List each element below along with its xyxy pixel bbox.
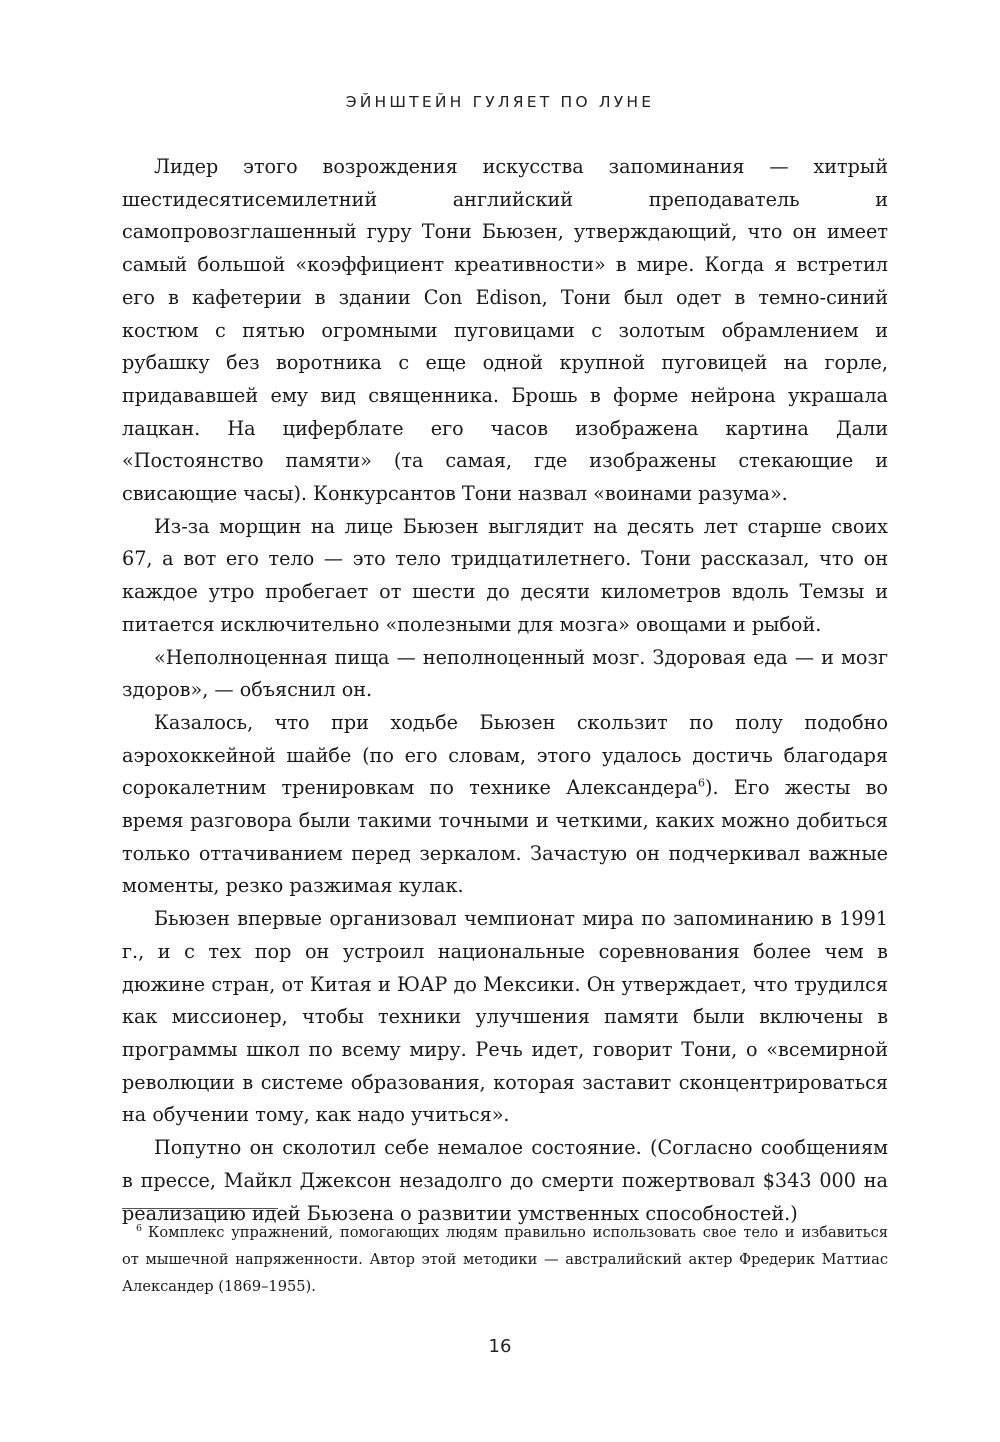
page-number: 16 bbox=[488, 1336, 512, 1357]
footnote-marker: 6 bbox=[136, 1223, 143, 1235]
footnote-reference[interactable]: 6 bbox=[698, 776, 706, 790]
main-text bbox=[122, 151, 888, 1230]
paragraph: «Неполноценная пища — неполноценный мозг. Здоровая еда — и мозг здоров», — объяснил он. bbox=[122, 645, 888, 702]
footnote-divider bbox=[122, 1208, 278, 1209]
paragraph-with-footnote-ref bbox=[122, 707, 888, 903]
footnote bbox=[122, 1219, 888, 1300]
paragraph-text-before-ref: Казалось, что при ходьбе Бьюзен скользит по полу подобно аэрохоккейной шайбе (по его словам, этого удалось достичь благодаря сорокалетним тренировкам по технике Александера bbox=[122, 710, 888, 800]
running-head: ЭЙНШТЕЙН ГУЛЯЕТ ПО ЛУНЕ bbox=[345, 93, 655, 111]
footnote-text: Комплекс упражнений, помогающих людям правильно использовать свое тело и избавиться от мышечной напряженности. Автор этой методики — австралийский актер Фредерик Маттиас Александер (1869–1955). bbox=[122, 1224, 888, 1295]
paragraph: Бьюзен впервые организовал чемпионат мира по запоминанию в 1991 г., и с тех пор он устроил национальные соревнования более чем в дюжине стран, от Китая и ЮАР до Мексики. Он утверждает, что трудился как миссионер, чтобы техники улучшения памяти были включены в программы школ по всему миру. Речь идет, говорит Тони, о «всемирной революции в системе образования, которая заставит сконцентрироваться на обучении тому, как надо учиться». bbox=[122, 907, 888, 1127]
paragraph-text-after-ref: ). Его жесты во время разговора были такими точными и четкими, каких можно добиться только оттачиванием перед зеркалом. Зачастую он подчеркивал важные моменты, резко разжимая кулак. bbox=[122, 776, 888, 898]
paragraph: Попутно он сколотил себе немалое состояние. (Согласно сообщениям в прессе, Майкл Джексон незадолго до смерти пожертвовал $343 000 на реализацию идей Бьюзена о развитии умственных способностей.) bbox=[122, 1136, 888, 1225]
paragraph: Лидер этого возрождения искусства запоминания — хитрый шестидесятисемилетний английский преподаватель и самопровозглашенный гуру Тони Бьюзен, утверждающий, что он имеет самый большой «коэффициент креативности» в мире. Когда я встретил его в кафетерии в здании Con Edison, Тони был одет в темно-синий костюм с пятью огромными пуговицами с золотым обрамлением и рубашку без воротника с еще одной крупной пуговицей на горле, придававшей ему вид священника. Брошь в форме нейрона украшала лацкан. На циферблате его часов изображена картина Дали «Постоянство памяти» (та самая, где изображены стекающие и свисающие часы). Конкурсантов Тони назвал «воинами разума». bbox=[122, 155, 888, 506]
paragraph: Из-за морщин на лице Бьюзен выглядит на десять лет старше своих 67, а вот его тело — это тело тридцатилетнего. Тони рассказал, что он каждое утро пробегает от шести до десяти километров вдоль Темзы и питается исключительно «полезными для мозга» овощами и рыбой. bbox=[122, 514, 888, 636]
